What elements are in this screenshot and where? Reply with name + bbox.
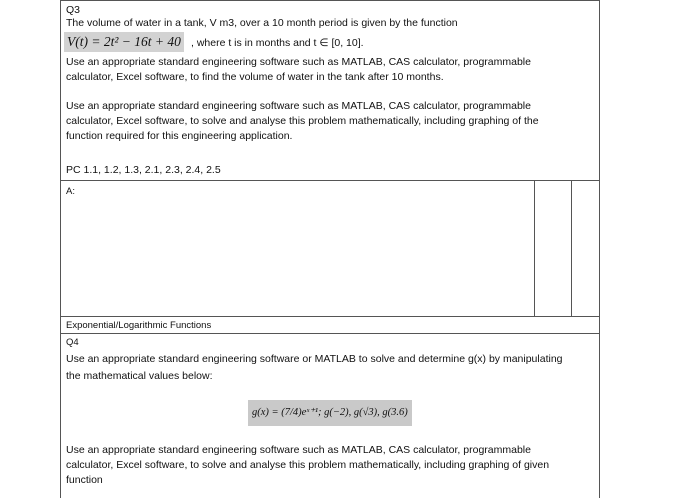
divider-after-pc	[60, 180, 600, 181]
q3-label: Q3	[66, 4, 81, 16]
q3-para1-line2: calculator, Excel software, to find the volume of water in the tank after 10 months.	[66, 71, 444, 83]
q4-line2: the mathematical values below:	[66, 370, 213, 382]
divider-before-section	[60, 316, 600, 317]
top-border	[60, 0, 600, 1]
divider-after-section	[60, 333, 600, 334]
q4-formula: g(x) = (7/4)eˣ⁺¹; g(−2), g(√3), g(3.6)	[248, 400, 412, 426]
q4-para-line2: calculator, Excel software, to solve and analyse this problem mathematically, including graphing of given	[66, 459, 550, 471]
right-border	[599, 0, 600, 498]
q3-para2-line1: Use an appropriate standard engineering software such as MATLAB, CAS calculator, programmable	[66, 100, 531, 112]
q3-para2-line2: calculator, Excel software, to solve and analyse this problem mathematically, including graphing of the	[66, 115, 539, 127]
answer-label: A:	[66, 186, 75, 197]
answer-column-1	[534, 180, 535, 317]
left-border	[60, 0, 61, 498]
q3-formula-suffix: , where t is in months and t ∈ [0, 10].	[191, 37, 364, 49]
q3-intro: The volume of water in a tank, V m3, over a 10 month period is given by the function	[66, 17, 458, 29]
section-title: Exponential/Logarithmic Functions	[66, 320, 212, 331]
performance-criteria: PC 1.1, 1.2, 1.3, 2.1, 2.3, 2.4, 2.5	[66, 164, 221, 176]
document-page	[60, 0, 600, 498]
answer-column-2	[571, 180, 572, 317]
q3-para2-line3: function required for this engineering application.	[66, 130, 293, 142]
q4-para-line3: function	[66, 474, 103, 486]
q4-para-line1: Use an appropriate standard engineering software such as MATLAB, CAS calculator, programmable	[66, 444, 531, 456]
q4-line1: Use an appropriate standard engineering software or MATLAB to solve and determine g(x) by manipulating	[66, 353, 563, 365]
q3-para1-line1: Use an appropriate standard engineering software such as MATLAB, CAS calculator, programmable	[66, 56, 531, 68]
q3-formula: V(t) = 2t² − 16t + 40	[64, 32, 184, 52]
q4-label: Q4	[66, 337, 79, 348]
